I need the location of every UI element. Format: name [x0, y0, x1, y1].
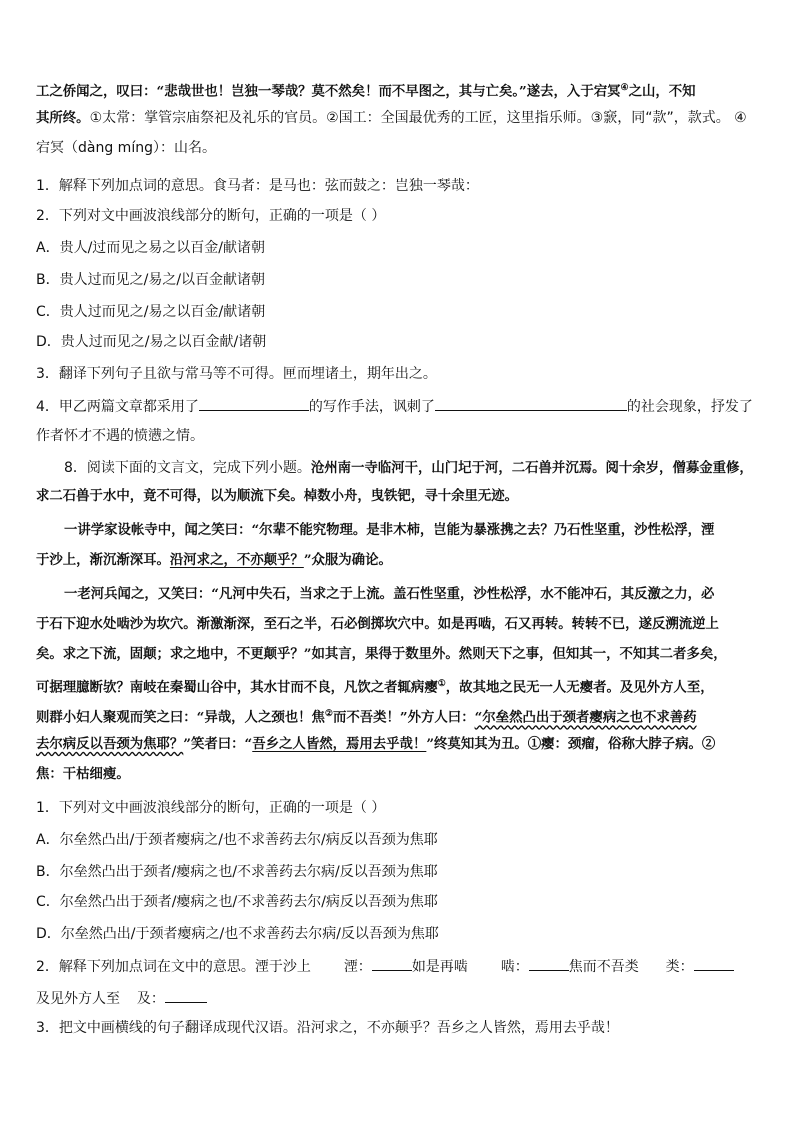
answer-blank[interactable] — [165, 988, 207, 1003]
answer-blank[interactable] — [694, 956, 734, 971]
question-4: 4．甲乙两篇文章都采用了 的写作手法，讽刺了 的社会现象，抒发了 — [36, 396, 753, 417]
footnote-marker: ④ — [620, 83, 629, 93]
footnote-marker: ② — [324, 709, 333, 719]
footnote-marker: ① — [437, 679, 446, 689]
option-d: D．尔垒然凸出/于颈者瘿病之/也不求善药去尔病/反以吾颈为焦耶 — [36, 926, 439, 942]
passage-text: 工之侨闻之，叹曰：“悲哉世也！岂独一琴哉？莫不然矣！而不早图之，其与亡矣。”遂去，入于宕冥 — [36, 83, 621, 100]
sub-question-3: 3．把文中画横线的句子翻译成现代汉语。沿河求之，不亦颠乎？吾乡之人皆然，焉用去乎哉！ — [36, 1020, 619, 1036]
question-1: 1．解释下列加点词的意思。食马者：是马也：弦而鼓之：岂独一琴哉： — [36, 178, 479, 194]
section-8-intro — [64, 458, 753, 478]
passage-text: 一老河兵闻之，又笑曰：“凡河中失石，当求之于上流。盖石性坚重，沙性松浮，水不能冲石，其反激之力，必 — [64, 586, 715, 602]
question-2: 2．下列对文中画波浪线部分的断句，正确的一项是（ ） — [36, 208, 386, 224]
answer-blank[interactable] — [372, 956, 412, 971]
option-c: C．尔垒然凸出于颈者/瘿病之也/不求善药去尔/病反以吾颈为焦耶 — [36, 894, 438, 910]
option-d: D．贵人过而见之/易之以百金献/诸朝 — [36, 334, 267, 350]
passage-text: 求二石兽于水中，竟不可得，以为顺流下矣。棹数小舟，曳铁钯，寻十余里无迹。 — [36, 488, 519, 504]
underlined-sentence: 沿河求之，不亦颠乎？ — [169, 552, 304, 568]
passage-text: 于沙上，渐沉渐深耳。沿河求之，不亦颠乎？”众服为确论。 — [36, 552, 392, 568]
text-line — [36, 78, 696, 101]
annotation-text: 焦：干枯细瘦。 — [36, 766, 130, 782]
underlined-sentence: 吾乡之人皆然，焉用去乎哉！ — [252, 736, 427, 752]
option-c: C．贵人过而见之/易之以百金/献诸朝 — [36, 304, 266, 320]
passage-text: 去尔病反以吾颈为焦耶？”笑者曰：“吾乡之人皆然，焉用去乎哉！”终莫知其为丑。①瘿：颈瘤，俗称大脖子病。② — [36, 736, 716, 752]
option-a: A．贵人/过而见之易之以百金/献诸朝 — [36, 240, 266, 256]
annotation-text: ①太常：掌管宗庙祭祀及礼乐的官员。②国工：全国最优秀的工匠，这里指乐师。③窾，同“款”，款式。 ④ — [89, 110, 747, 126]
answer-blank[interactable] — [435, 396, 627, 411]
passage-text: 沧州南一寺临河干，山门圮于河，二石兽并沉焉。阅十余岁，僧募金重修， — [310, 460, 753, 476]
question-4-cont: 作者怀才不遇的愤懑之情。 — [36, 428, 204, 444]
option-b: B．尔垒然凸出于颈者/瘿病之也/不求善药去尔病/反以吾颈为焦耶 — [36, 864, 438, 880]
passage-text: 矣。求之下流，固颠；求之地中，不更颠乎？”如其言，果得于数里外。然则天下之事，但知其一，不知其二者多矣， — [36, 646, 727, 662]
answer-blank[interactable] — [199, 396, 309, 411]
wavy-underlined-text: “尔垒然凸出于颈者瘿病之也不求善药 — [474, 709, 697, 726]
passage-text: 于石下迎水处啮沙为坎穴。渐激渐深，至石之半，石必倒掷坎穴中。如是再啮，石又再转。转转不已，遂反溯流逆上 — [36, 616, 719, 632]
annotation-text: 宕冥（dàng míng）：山名。 — [36, 140, 216, 156]
passage-text: 之山，不知 — [628, 83, 696, 100]
passage-text: 则群小妇人聚观而笑之曰：“异哉，人之颈也！焦②而不吾类！”外方人曰：“尔垒然凸出于颈者瘿病之也不求善药 — [36, 709, 697, 726]
text-line — [36, 108, 747, 128]
option-b: B．贵人过而见之/易之/以百金献诸朝 — [36, 272, 266, 288]
option-a: A．尔垒然凸出/于颈者瘿病之/也不求善药去尔/病反以吾颈为焦耶 — [36, 832, 438, 848]
passage-text: 一讲学家设帐寺中，闻之笑曰：“尔辈不能究物理。是非木柿，岂能为暴涨携之去？乃石性坚重，沙性松浮，湮 — [64, 522, 715, 538]
answer-blank[interactable] — [529, 956, 569, 971]
question-3: 3．翻译下列句子且欲与常马等不可得。匣而埋诸土，期年出之。 — [36, 366, 437, 382]
passage-text: 其所终。 — [36, 110, 90, 126]
section-heading: 8．阅读下面的文言文，完成下列小题。 — [64, 460, 311, 476]
sub-question-2: 2．解释下列加点词在文中的意思。湮于沙上 湮： 如是再啮 啮： 焦而不吾类 类： — [36, 956, 734, 977]
wavy-underlined-text: 去尔病反以吾颈为焦耶？ — [36, 736, 184, 752]
sub-question-1: 1．下列对文中画波浪线部分的断句，正确的一项是（ ） — [36, 800, 386, 816]
sub-question-2-cont: 及见外方人至 及： — [36, 988, 207, 1009]
passage-text: 可据理臆断欤？南岐在秦蜀山谷中，其水甘而不良，凡饮之者辄病瘿①，故其地之民无一人无瘿者。及见外方人至， — [36, 679, 714, 696]
